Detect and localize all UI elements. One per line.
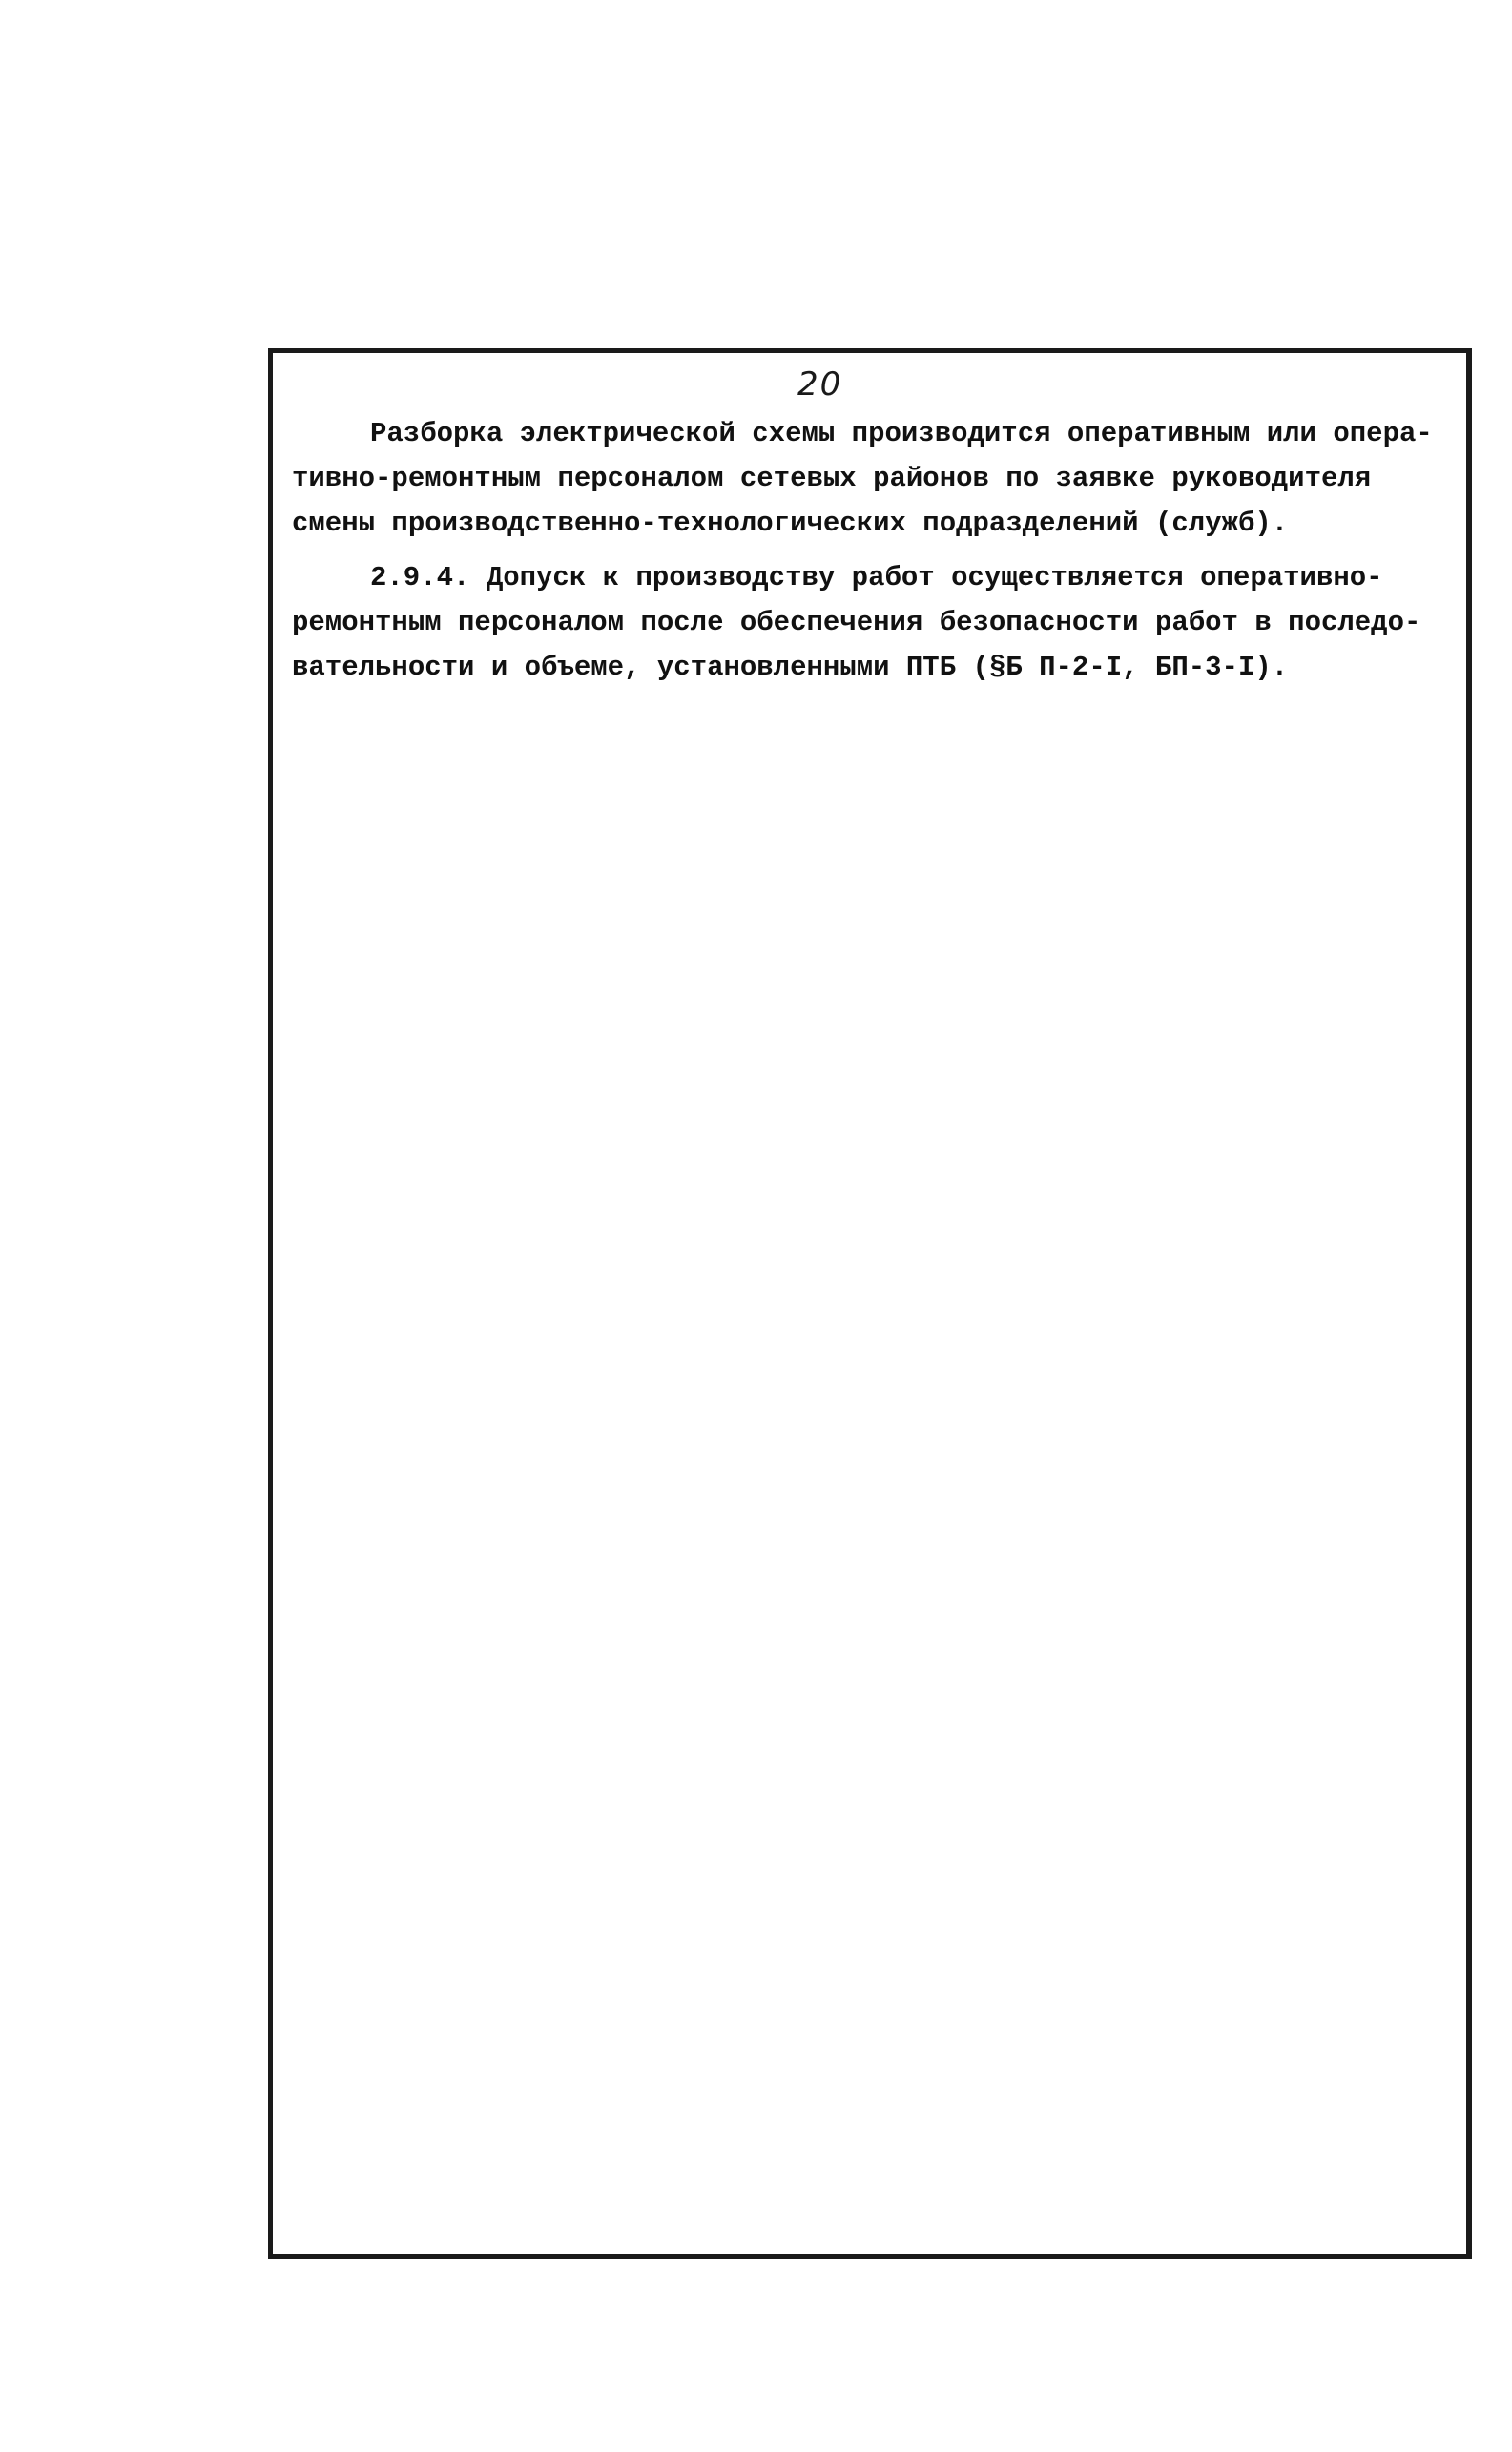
paragraph-line: ремонтным персоналом после обеспечения безопасности работ в последо- xyxy=(292,607,1421,638)
paragraph-line: 2.9.4. Допуск к производству работ осуществляется оперативно- xyxy=(370,562,1383,593)
paragraph-2-9-4 xyxy=(292,555,1465,690)
paragraph-line: Разборка электрической схемы производится оперативным или опера- xyxy=(370,418,1433,449)
paragraph-line: смены производственно-технологических подразделений (служб). xyxy=(292,508,1289,539)
paragraph-line: тивно-ремонтным персоналом сетевых районов по заявке руководителя xyxy=(292,463,1372,494)
paragraph-line: вательности и объеме, установленными ПТБ (§Б П-2-I, БП-3-I). xyxy=(292,652,1289,683)
paragraph-disassembly xyxy=(292,411,1465,546)
page-number: 20 xyxy=(797,365,843,404)
